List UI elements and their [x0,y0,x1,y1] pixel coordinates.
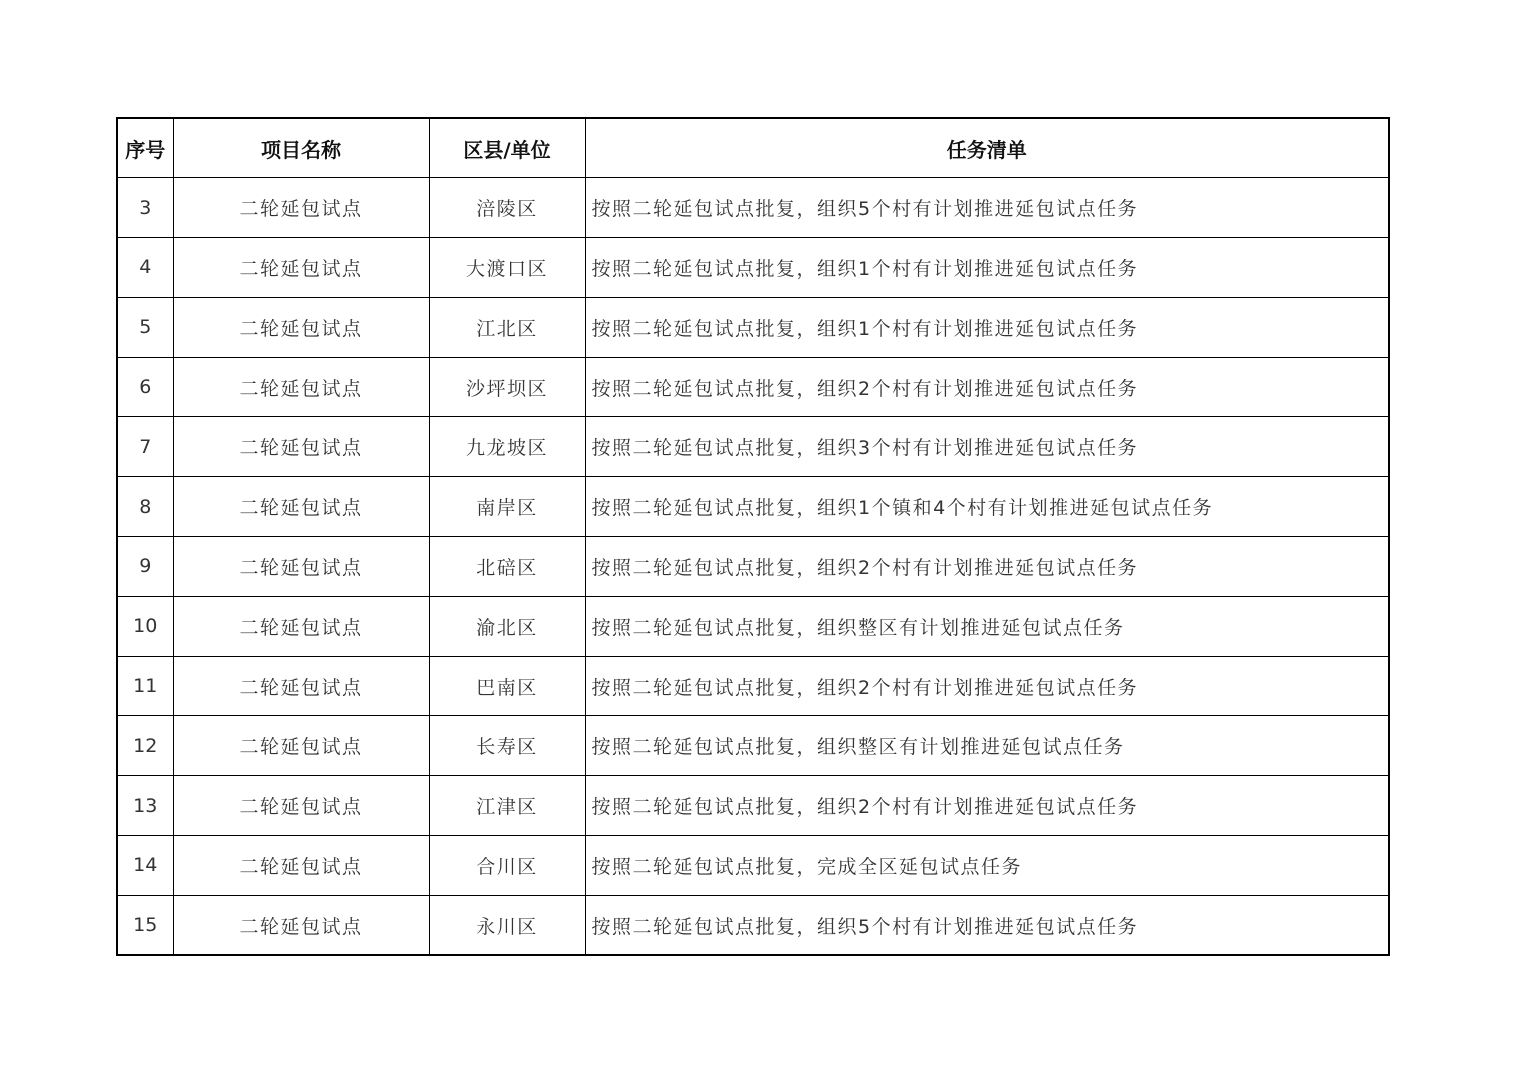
table-row [117,656,1389,716]
cell-project-name: 二轮延包试点 [173,417,429,477]
table-row [117,596,1389,656]
table-row [117,895,1389,955]
cell-task: 按照二轮延包试点批复，组织2个村有计划推进延包试点任务 [585,537,1389,597]
cell-district-unit: 江北区 [429,297,585,357]
header-project-name: 项目名称 [173,118,429,178]
cell-seq: 6 [117,357,173,417]
cell-seq: 12 [117,716,173,776]
cell-seq: 14 [117,836,173,896]
cell-project-name: 二轮延包试点 [173,477,429,537]
cell-district-unit: 巴南区 [429,656,585,716]
task-list-table [116,117,1390,956]
cell-project-name: 二轮延包试点 [173,238,429,298]
cell-task: 按照二轮延包试点批复，组织整区有计划推进延包试点任务 [585,596,1389,656]
table-row [117,776,1389,836]
table-row [117,178,1389,238]
cell-project-name: 二轮延包试点 [173,297,429,357]
table-row [117,537,1389,597]
cell-seq: 11 [117,656,173,716]
cell-district-unit: 永川区 [429,895,585,955]
cell-project-name: 二轮延包试点 [173,178,429,238]
table-row [117,836,1389,896]
table-row [117,357,1389,417]
table-header [117,118,1389,178]
cell-task: 按照二轮延包试点批复，组织1个村有计划推进延包试点任务 [585,238,1389,298]
cell-district-unit: 渝北区 [429,596,585,656]
cell-project-name: 二轮延包试点 [173,716,429,776]
cell-task: 按照二轮延包试点批复，组织5个村有计划推进延包试点任务 [585,178,1389,238]
cell-task: 按照二轮延包试点批复，组织2个村有计划推进延包试点任务 [585,776,1389,836]
cell-task: 按照二轮延包试点批复，组织2个村有计划推进延包试点任务 [585,656,1389,716]
cell-district-unit: 长寿区 [429,716,585,776]
cell-task: 按照二轮延包试点批复，组织2个村有计划推进延包试点任务 [585,357,1389,417]
cell-seq: 8 [117,477,173,537]
table-row [117,297,1389,357]
cell-project-name: 二轮延包试点 [173,656,429,716]
cell-seq: 5 [117,297,173,357]
header-task-list: 任务清单 [585,118,1389,178]
cell-task: 按照二轮延包试点批复，组织5个村有计划推进延包试点任务 [585,895,1389,955]
cell-district-unit: 沙坪坝区 [429,357,585,417]
table-row [117,238,1389,298]
table-row [117,716,1389,776]
table-row [117,417,1389,477]
cell-seq: 9 [117,537,173,597]
cell-district-unit: 江津区 [429,776,585,836]
cell-district-unit: 大渡口区 [429,238,585,298]
cell-project-name: 二轮延包试点 [173,357,429,417]
cell-district-unit: 涪陵区 [429,178,585,238]
cell-project-name: 二轮延包试点 [173,895,429,955]
header-seq: 序号 [117,118,173,178]
cell-project-name: 二轮延包试点 [173,596,429,656]
table-body [117,178,1389,955]
cell-task: 按照二轮延包试点批复，组织3个村有计划推进延包试点任务 [585,417,1389,477]
cell-seq: 3 [117,178,173,238]
cell-seq: 13 [117,776,173,836]
header-district-unit: 区县/单位 [429,118,585,178]
table-row [117,477,1389,537]
cell-task: 按照二轮延包试点批复，组织1个镇和4个村有计划推进延包试点任务 [585,477,1389,537]
cell-district-unit: 南岸区 [429,477,585,537]
cell-district-unit: 合川区 [429,836,585,896]
cell-seq: 7 [117,417,173,477]
cell-task: 按照二轮延包试点批复，组织整区有计划推进延包试点任务 [585,716,1389,776]
cell-task: 按照二轮延包试点批复，组织1个村有计划推进延包试点任务 [585,297,1389,357]
cell-project-name: 二轮延包试点 [173,537,429,597]
cell-seq: 4 [117,238,173,298]
cell-district-unit: 九龙坡区 [429,417,585,477]
cell-project-name: 二轮延包试点 [173,776,429,836]
cell-project-name: 二轮延包试点 [173,836,429,896]
cell-seq: 10 [117,596,173,656]
cell-district-unit: 北碚区 [429,537,585,597]
header-row [117,118,1389,178]
cell-seq: 15 [117,895,173,955]
cell-task: 按照二轮延包试点批复，完成全区延包试点任务 [585,836,1389,896]
